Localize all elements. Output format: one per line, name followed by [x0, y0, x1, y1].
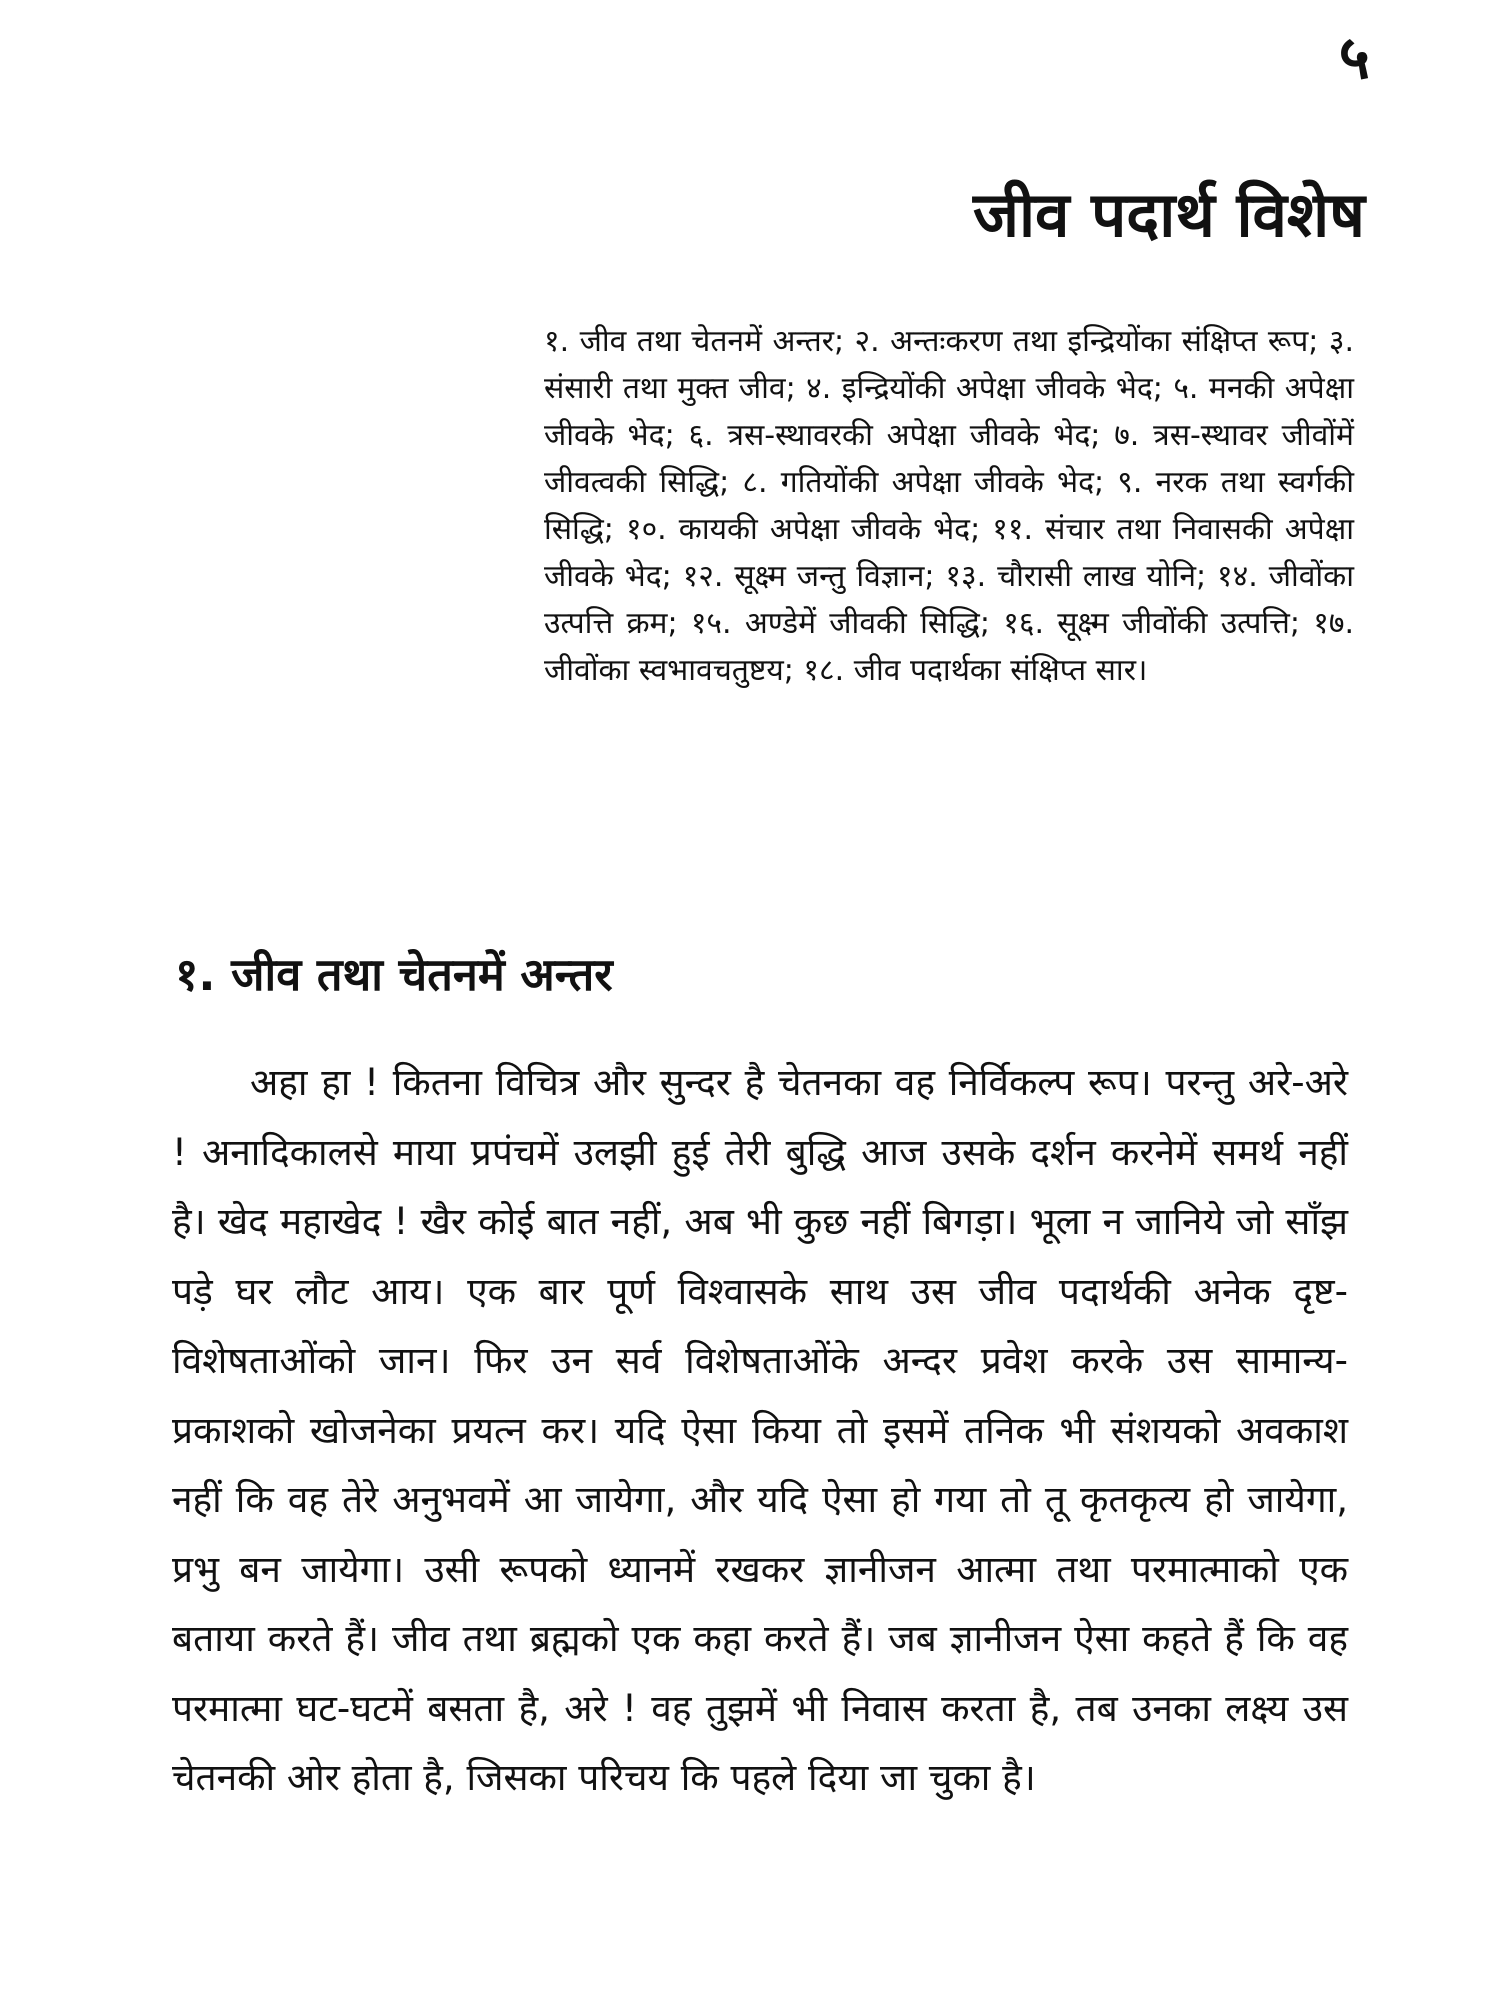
chapter-contents-list: १. जीव तथा चेतनमें अन्तर; २. अन्तःकरण तथा इन्द्रियोंका संक्षिप्त रूप; ३. संसारी तथा मुक्त जीव; ४. इन्द्रियोंकी अपेक्षा जीवके भेद; ५. मनकी अपेक्षा जीवके भेद; ६. त्रस-स्थावरकी अपेक्षा जीवके भेद; ७. त्रस-स्थावर जीवोंमें जीवत्वकी सिद्धि; ८. गतियोंकी अपेक्षा जीवके भेद; ९. नरक तथा स्वर्गकी सिद्धि; १०. कायकी अपेक्षा जीवके भेद; ११. संचार तथा निवासकी अपेक्षा जीवके भेद; १२. सूक्ष्म जन्तु विज्ञान; १३. चौरासी लाख योनि; १४. जीवोंका उत्पत्ति क्रम; १५. अण्डेमें जीवकी सिद्धि; १६. सूक्ष्म जीवोंकी उत्पत्ति; १७. जीवोंका स्वभावचतुष्टय; १८. जीव पदार्थका संक्षिप्त सार। [544, 324, 1354, 688]
chapter-title: जीव पदार्थ विशेष [972, 178, 1365, 251]
section-heading: १. जीव तथा चेतनमें अन्तर [175, 948, 613, 1001]
page-number: ५ [1338, 23, 1370, 93]
body-paragraph: अहा हा ! कितना विचित्र और सुन्दर है चेतनका वह निर्विकल्प रूप। परन्तु अरे-अरे ! अनादिकालसे माया प्रपंचमें उलझी हुई तेरी बुद्धि आज उसके दर्शन करनेमें समर्थ नहीं है। खेद महाखेद ! खैर कोई बात नहीं, अब भी कुछ नहीं बिगड़ा। भूला न जानिये जो साँझ पड़े घर लौट आय। एक बार पूर्ण विश्वासके साथ उस जीव पदार्थकी अनेक दृष्ट-विशेषताओंको जान। फिर उन सर्व विशेषताओंके अन्दर प्रवेश करके उस सामान्य-प्रकाशको खोजनेका प्रयत्न कर। यदि ऐसा किया तो इसमें तनिक भी संशयको अवकाश नहीं कि वह तेरे अनुभवमें आ जायेगा, और यदि ऐसा हो गया तो तू कृतकृत्य हो जायेगा, प्रभु बन जायेगा। उसी रूपको ध्यानमें रखकर ज्ञानीजन आत्मा तथा परमात्माको एक बताया करते हैं। जीव तथा ब्रह्मको एक कहा करते हैं। जब ज्ञानीजन ऐसा कहते हैं कि वह परमात्मा घट-घटमें बसता है, अरे ! वह तुझमें भी निवास करता है, तब उनका लक्ष्य उस चेतनकी ओर होता है, जिसका परिचय कि पहले दिया जा चुका है। [172, 1061, 1348, 1799]
